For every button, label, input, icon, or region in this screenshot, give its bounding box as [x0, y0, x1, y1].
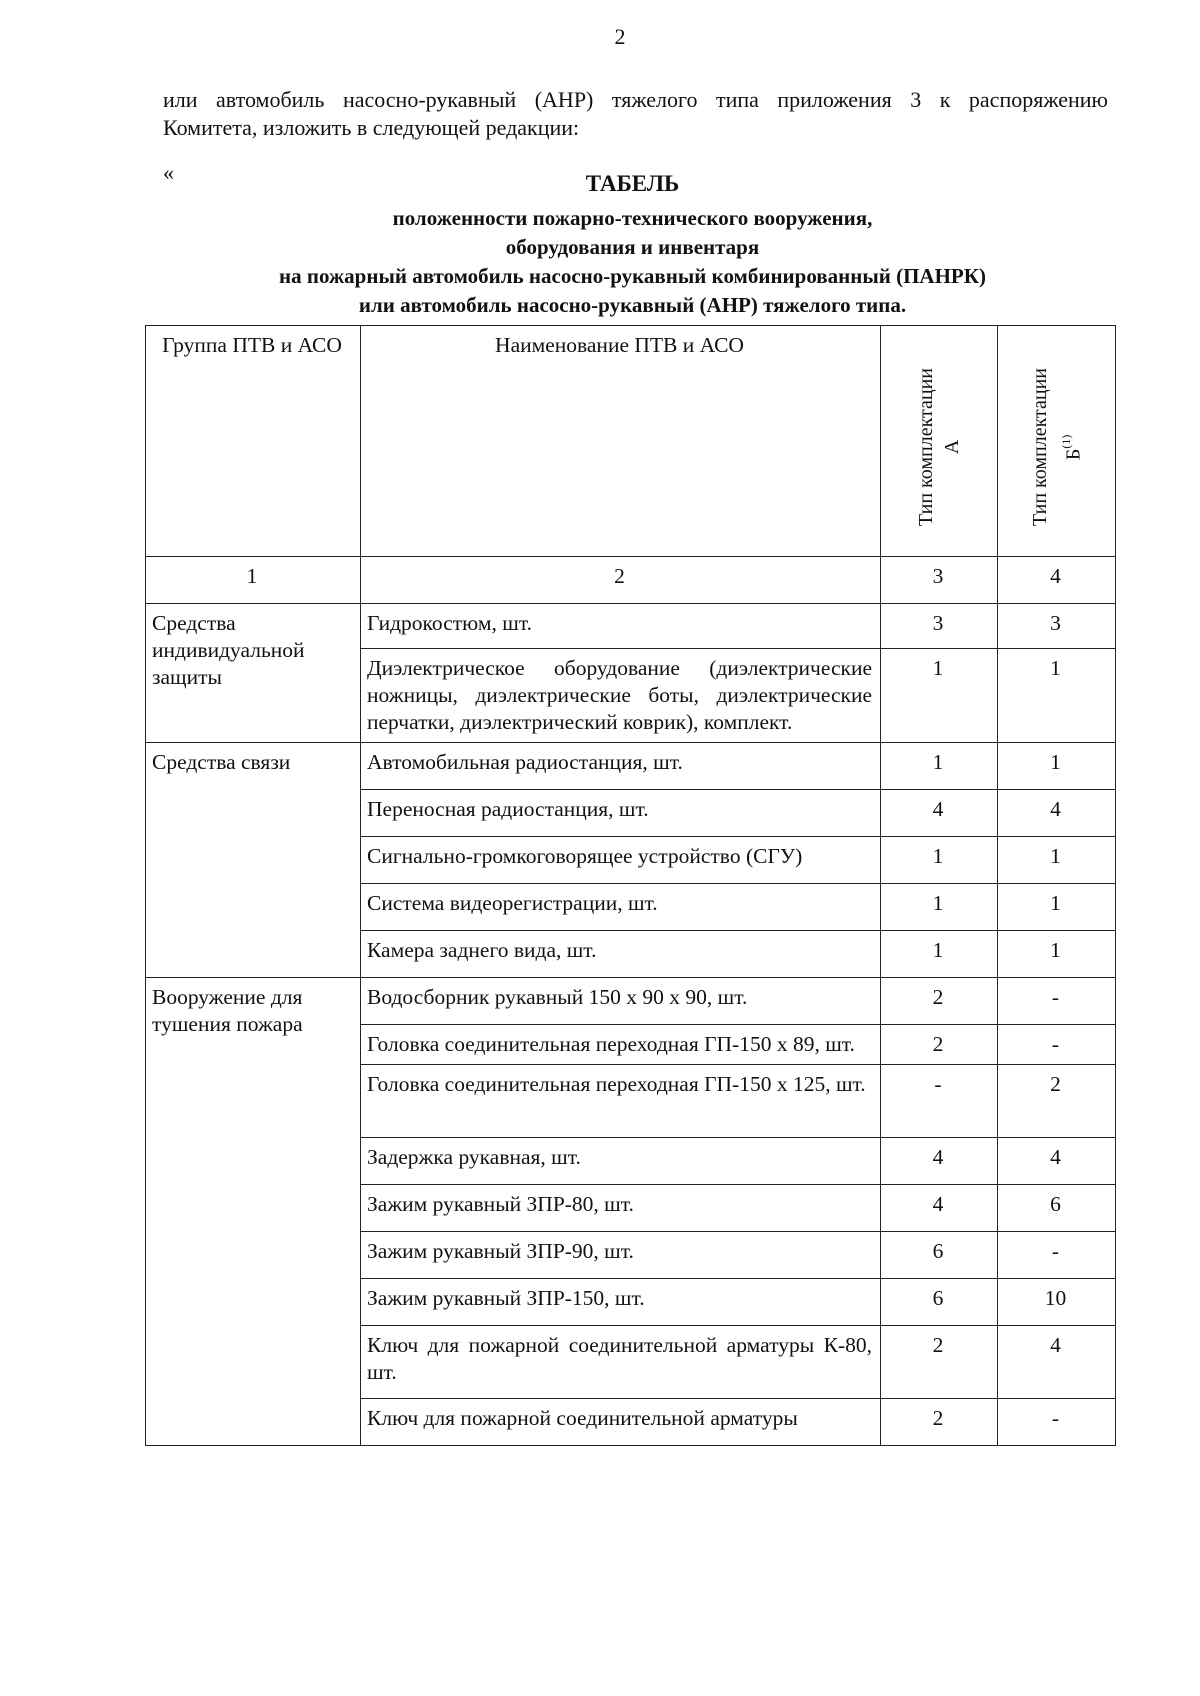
item-name: Зажим рукавный ЗПР-150, шт. [361, 1279, 881, 1326]
type-a-value: 2 [881, 978, 998, 1025]
column-number: 2 [361, 557, 881, 604]
header-group: Группа ПТВ и АСО [146, 326, 361, 557]
table-row [146, 604, 1116, 649]
type-a-value: 1 [881, 743, 998, 790]
type-b-value: 1 [998, 837, 1116, 884]
item-name: Диэлектрическое оборудование (диэлектрические ножницы, диэлектрические боты, диэлектрические перчатки, диэлектрический коврик), комплект. [361, 649, 881, 743]
document-title [150, 170, 1115, 320]
title-heading: ТАБЕЛЬ [585, 171, 680, 196]
header-type-b-footnote: (1) [1058, 434, 1073, 449]
type-b-value: - [998, 1025, 1116, 1065]
item-name: Задержка рукавная, шт. [361, 1138, 881, 1185]
column-number: 1 [146, 557, 361, 604]
page-number: 2 [614, 24, 626, 49]
type-b-value: - [998, 978, 1116, 1025]
item-name: Переносная радиостанция, шт. [361, 790, 881, 837]
group-cell: Средства связи [146, 743, 361, 978]
type-a-value: 1 [881, 837, 998, 884]
table-row [146, 978, 1116, 1025]
item-name: Система видеорегистрации, шт. [361, 884, 881, 931]
item-name: Зажим рукавный ЗПР-90, шт. [361, 1232, 881, 1279]
column-number-row [146, 557, 1116, 604]
type-a-value: 4 [881, 1185, 998, 1232]
title-line-2: оборудования и инвентаря [505, 235, 760, 259]
item-name: Ключ для пожарной соединительной арматуры К-80, шт. [361, 1326, 881, 1399]
type-b-value: 3 [998, 604, 1116, 649]
intro-line-2: Комитета, изложить в следующей редакции: [163, 115, 580, 140]
group-cell: Вооружение для тушения пожара [146, 978, 361, 1446]
type-b-value: 4 [998, 1138, 1116, 1185]
table-row [146, 743, 1116, 790]
header-name: Наименование ПТВ и АСО [361, 326, 881, 557]
type-b-value: 6 [998, 1185, 1116, 1232]
group-cell: Средства индивидуальной защиты [146, 604, 361, 743]
type-b-value: 2 [998, 1065, 1116, 1138]
type-b-value: 1 [998, 884, 1116, 931]
type-b-value: 4 [998, 1326, 1116, 1399]
header-type-b-label [1027, 368, 1087, 526]
column-number: 4 [998, 557, 1116, 604]
item-name: Ключ для пожарной соединительной арматуры [361, 1399, 881, 1446]
intro-paragraph [163, 86, 1108, 142]
type-a-value: 6 [881, 1232, 998, 1279]
type-a-value: 1 [881, 649, 998, 743]
item-name: Головка соединительная переходная ГП-150 х 89, шт. [361, 1025, 881, 1065]
type-a-value: 6 [881, 1279, 998, 1326]
item-name: Гидрокостюм, шт. [361, 604, 881, 649]
header-type-b-text: Тип комплектации Б [1028, 367, 1085, 527]
type-b-value: - [998, 1399, 1116, 1446]
type-a-value: 2 [881, 1025, 998, 1065]
item-name: Сигнально-громкоговорящее устройство (СГУ) [361, 837, 881, 884]
type-b-value: 1 [998, 649, 1116, 743]
type-a-value: 2 [881, 1326, 998, 1399]
type-a-value: 3 [881, 604, 998, 649]
column-number: 3 [881, 557, 998, 604]
equipment-table [145, 325, 1116, 1446]
table-header-row [146, 326, 1116, 557]
type-a-value: 1 [881, 931, 998, 978]
intro-line-1: или автомобиль насосно-рукавный (АНР) тяжелого типа приложения 3 к распоряжению [163, 87, 1108, 112]
opening-quote: « [163, 160, 174, 185]
title-line-3: на пожарный автомобиль насосно-рукавный комбинированный (ПАНРК) [279, 264, 986, 288]
type-a-value: 4 [881, 1138, 998, 1185]
type-a-value: 1 [881, 884, 998, 931]
item-name: Камера заднего вида, шт. [361, 931, 881, 978]
type-b-value: 10 [998, 1279, 1116, 1326]
type-b-value: 1 [998, 931, 1116, 978]
type-b-value: 1 [998, 743, 1116, 790]
type-b-value: - [998, 1232, 1116, 1279]
header-type-a-label: Тип комплектации А [915, 367, 963, 527]
type-a-value: - [881, 1065, 998, 1138]
item-name: Головка соединительная переходная ГП-150 х 125, шт. [361, 1065, 881, 1138]
type-a-value: 4 [881, 790, 998, 837]
type-a-value: 2 [881, 1399, 998, 1446]
item-name: Зажим рукавный ЗПР-80, шт. [361, 1185, 881, 1232]
header-type-a [881, 326, 998, 557]
header-type-b [998, 326, 1116, 557]
type-b-value: 4 [998, 790, 1116, 837]
title-line-4: или автомобиль насосно-рукавный (АНР) тяжелого типа. [358, 293, 907, 317]
item-name: Водосборник рукавный 150 х 90 х 90, шт. [361, 978, 881, 1025]
title-line-1: положенности пожарно-технического вооружения, [392, 206, 873, 230]
item-name: Автомобильная радиостанция, шт. [361, 743, 881, 790]
